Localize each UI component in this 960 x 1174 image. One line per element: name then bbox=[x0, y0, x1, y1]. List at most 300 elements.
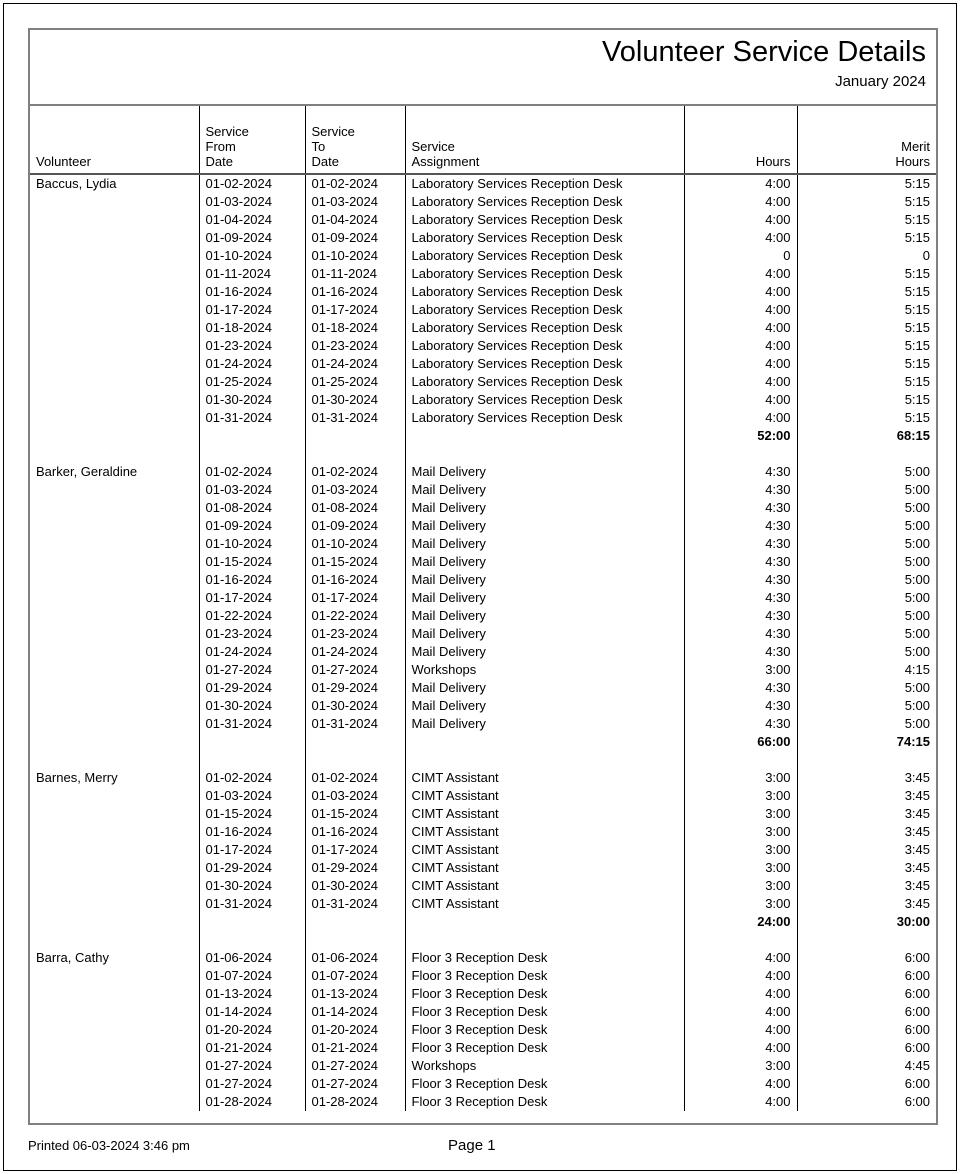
cell-service-from-date: 01-02-2024 bbox=[199, 174, 305, 193]
cell-service-assignment: Laboratory Services Reception Desk bbox=[405, 193, 684, 211]
cell-service-from-date: 01-10-2024 bbox=[199, 247, 305, 265]
cell-service-to-date: 01-22-2024 bbox=[305, 607, 405, 625]
report-header bbox=[30, 30, 936, 106]
cell-service-to-date: 01-23-2024 bbox=[305, 337, 405, 355]
cell-volunteer bbox=[30, 337, 199, 355]
cell-volunteer bbox=[30, 805, 199, 823]
header-from-line2: From bbox=[205, 139, 236, 154]
column-header-service-to-date bbox=[305, 106, 405, 174]
cell-spacer bbox=[305, 751, 405, 769]
cell-spacer bbox=[305, 931, 405, 949]
table-row bbox=[30, 1021, 936, 1039]
printed-timestamp: Printed 06-03-2024 3:46 pm bbox=[28, 1138, 190, 1153]
cell-service-to-date: 01-17-2024 bbox=[305, 589, 405, 607]
cell-service-from-date: 01-30-2024 bbox=[199, 877, 305, 895]
cell-service-assignment: Laboratory Services Reception Desk bbox=[405, 319, 684, 337]
cell-service-to-date: 01-16-2024 bbox=[305, 823, 405, 841]
cell-merit-hours: 5:15 bbox=[904, 410, 930, 425]
cell-volunteer bbox=[30, 643, 199, 661]
cell-service-to-date: 01-08-2024 bbox=[305, 499, 405, 517]
cell-volunteer bbox=[30, 715, 199, 733]
cell-service-from-date: 01-16-2024 bbox=[199, 823, 305, 841]
header-row bbox=[30, 106, 936, 174]
cell-service-to-date: 01-27-2024 bbox=[305, 661, 405, 679]
cell-service-assignment: Mail Delivery bbox=[405, 535, 684, 553]
table-row bbox=[30, 607, 936, 625]
cell-service-from-date: 01-27-2024 bbox=[199, 1075, 305, 1093]
cell-volunteer bbox=[30, 247, 199, 265]
cell-spacer bbox=[797, 445, 936, 463]
table-row bbox=[30, 463, 936, 481]
cell-volunteer bbox=[30, 1057, 199, 1075]
table-row bbox=[30, 1057, 936, 1075]
cell-service-to-date: 01-30-2024 bbox=[305, 391, 405, 409]
table-body bbox=[30, 174, 936, 1111]
cell-hours: 4:00 bbox=[684, 301, 797, 319]
cell-merit-hours: 0 bbox=[922, 248, 930, 263]
cell-merit-hours: 5:15 bbox=[904, 284, 930, 299]
cell-service-from-date: 01-03-2024 bbox=[199, 787, 305, 805]
cell-service-assignment: Mail Delivery bbox=[405, 589, 684, 607]
cell-total-spacer bbox=[405, 733, 684, 751]
table-row bbox=[30, 283, 936, 301]
cell-service-from-date: 01-15-2024 bbox=[199, 805, 305, 823]
group-total-row bbox=[30, 733, 936, 751]
service-details-table bbox=[30, 106, 936, 1111]
cell-total-spacer bbox=[305, 427, 405, 445]
cell-volunteer: Barker, Geraldine bbox=[30, 463, 199, 481]
cell-service-to-date: 01-17-2024 bbox=[305, 841, 405, 859]
cell-merit-hours: 5:00 bbox=[904, 572, 930, 587]
cell-hours: 3:00 bbox=[684, 661, 797, 679]
cell-service-from-date: 01-24-2024 bbox=[199, 643, 305, 661]
cell-service-assignment: Floor 3 Reception Desk bbox=[405, 1003, 684, 1021]
cell-service-assignment: Workshops bbox=[405, 661, 684, 679]
cell-service-assignment: Floor 3 Reception Desk bbox=[405, 967, 684, 985]
cell-service-from-date: 01-17-2024 bbox=[199, 301, 305, 319]
header-merit-line2: Merit bbox=[901, 139, 930, 154]
table-row bbox=[30, 1075, 936, 1093]
cell-service-from-date: 01-16-2024 bbox=[199, 571, 305, 589]
cell-hours: 3:00 bbox=[684, 1057, 797, 1075]
table-row bbox=[30, 229, 936, 247]
table-row bbox=[30, 697, 936, 715]
cell-total-merit-hours: 68:15 bbox=[896, 428, 930, 443]
cell-hours: 4:00 bbox=[684, 985, 797, 1003]
cell-service-to-date: 01-31-2024 bbox=[305, 895, 405, 913]
cell-volunteer bbox=[30, 841, 199, 859]
cell-total-hours: 52:00 bbox=[684, 427, 797, 445]
header-from-line3: Date bbox=[205, 154, 233, 169]
cell-volunteer bbox=[30, 1003, 199, 1021]
cell-hours: 4:00 bbox=[684, 337, 797, 355]
cell-service-to-date: 01-25-2024 bbox=[305, 373, 405, 391]
cell-merit-hours: 5:00 bbox=[904, 608, 930, 623]
cell-service-from-date: 01-11-2024 bbox=[199, 265, 305, 283]
cell-service-to-date: 01-15-2024 bbox=[305, 805, 405, 823]
table-row bbox=[30, 1039, 936, 1057]
cell-volunteer bbox=[30, 607, 199, 625]
cell-hours: 4:00 bbox=[684, 355, 797, 373]
cell-total-hours: 66:00 bbox=[684, 733, 797, 751]
cell-service-assignment: Laboratory Services Reception Desk bbox=[405, 301, 684, 319]
cell-service-from-date: 01-25-2024 bbox=[199, 373, 305, 391]
cell-service-from-date: 01-29-2024 bbox=[199, 679, 305, 697]
cell-hours: 4:00 bbox=[684, 174, 797, 193]
cell-service-to-date: 01-10-2024 bbox=[305, 535, 405, 553]
header-from-line1: Service bbox=[205, 124, 249, 139]
cell-service-assignment: Mail Delivery bbox=[405, 679, 684, 697]
cell-total-spacer bbox=[30, 913, 199, 931]
column-header-service-assignment bbox=[405, 106, 684, 174]
report-period: January 2024 bbox=[835, 73, 926, 90]
cell-merit-hours: 3:45 bbox=[904, 842, 930, 857]
cell-service-to-date: 01-31-2024 bbox=[305, 409, 405, 427]
cell-service-from-date: 01-06-2024 bbox=[199, 949, 305, 967]
table-row bbox=[30, 211, 936, 229]
cell-service-to-date: 01-06-2024 bbox=[305, 949, 405, 967]
cell-hours: 4:00 bbox=[684, 391, 797, 409]
cell-merit-hours: 6:00 bbox=[904, 1004, 930, 1019]
cell-hours: 4:00 bbox=[684, 1039, 797, 1057]
cell-service-from-date: 01-07-2024 bbox=[199, 967, 305, 985]
cell-service-from-date: 01-08-2024 bbox=[199, 499, 305, 517]
cell-volunteer: Barnes, Merry bbox=[30, 769, 199, 787]
cell-merit-hours: 3:45 bbox=[904, 860, 930, 875]
table-row bbox=[30, 265, 936, 283]
cell-service-assignment: Mail Delivery bbox=[405, 499, 684, 517]
cell-spacer bbox=[30, 751, 199, 769]
cell-service-from-date: 01-31-2024 bbox=[199, 409, 305, 427]
cell-total-spacer bbox=[305, 733, 405, 751]
cell-merit-hours: 5:00 bbox=[904, 554, 930, 569]
cell-volunteer bbox=[30, 391, 199, 409]
cell-service-assignment: Laboratory Services Reception Desk bbox=[405, 391, 684, 409]
cell-hours: 3:00 bbox=[684, 805, 797, 823]
cell-service-assignment: Laboratory Services Reception Desk bbox=[405, 174, 684, 193]
cell-merit-hours: 6:00 bbox=[904, 1040, 930, 1055]
table-row bbox=[30, 877, 936, 895]
header-assignment-line2: Service bbox=[411, 139, 455, 154]
cell-service-from-date: 01-29-2024 bbox=[199, 859, 305, 877]
cell-service-to-date: 01-07-2024 bbox=[305, 967, 405, 985]
page-title: Volunteer Service Details bbox=[602, 36, 926, 68]
cell-service-from-date: 01-23-2024 bbox=[199, 337, 305, 355]
cell-service-assignment: CIMT Assistant bbox=[405, 805, 684, 823]
cell-merit-hours: 5:00 bbox=[904, 536, 930, 551]
cell-service-from-date: 01-04-2024 bbox=[199, 211, 305, 229]
cell-merit-hours: 6:00 bbox=[904, 1076, 930, 1091]
cell-spacer bbox=[30, 445, 199, 463]
cell-total-merit-hours: 30:00 bbox=[896, 914, 930, 929]
cell-hours: 4:30 bbox=[684, 481, 797, 499]
header-to-line1: Service bbox=[311, 124, 355, 139]
cell-service-from-date: 01-20-2024 bbox=[199, 1021, 305, 1039]
cell-hours: 3:00 bbox=[684, 769, 797, 787]
group-separator bbox=[30, 931, 936, 949]
cell-service-to-date: 01-03-2024 bbox=[305, 481, 405, 499]
cell-hours: 4:00 bbox=[684, 1021, 797, 1039]
table-row bbox=[30, 805, 936, 823]
table-row bbox=[30, 355, 936, 373]
cell-hours: 4:00 bbox=[684, 193, 797, 211]
cell-merit-hours: 3:45 bbox=[904, 878, 930, 893]
cell-service-to-date: 01-28-2024 bbox=[305, 1093, 405, 1111]
group-total-row bbox=[30, 427, 936, 445]
cell-service-to-date: 01-24-2024 bbox=[305, 355, 405, 373]
cell-service-assignment: CIMT Assistant bbox=[405, 895, 684, 913]
cell-merit-hours: 4:15 bbox=[904, 662, 930, 677]
table-row bbox=[30, 895, 936, 913]
table-row bbox=[30, 247, 936, 265]
cell-service-from-date: 01-10-2024 bbox=[199, 535, 305, 553]
cell-merit-hours: 5:00 bbox=[904, 482, 930, 497]
header-merit-line3: Hours bbox=[895, 154, 930, 169]
cell-merit-hours: 5:00 bbox=[904, 500, 930, 515]
cell-hours: 4:30 bbox=[684, 571, 797, 589]
cell-service-assignment: Floor 3 Reception Desk bbox=[405, 1075, 684, 1093]
cell-merit-hours: 5:00 bbox=[904, 464, 930, 479]
header-volunteer-line3: Volunteer bbox=[36, 154, 91, 169]
table-row bbox=[30, 174, 936, 193]
cell-volunteer bbox=[30, 1021, 199, 1039]
cell-merit-hours: 3:45 bbox=[904, 806, 930, 821]
cell-service-assignment: Mail Delivery bbox=[405, 481, 684, 499]
cell-service-assignment: Laboratory Services Reception Desk bbox=[405, 283, 684, 301]
cell-merit-hours: 5:15 bbox=[904, 338, 930, 353]
cell-service-to-date: 01-21-2024 bbox=[305, 1039, 405, 1057]
cell-merit-hours: 3:45 bbox=[904, 896, 930, 911]
report-footer bbox=[28, 1138, 938, 1156]
cell-service-to-date: 01-16-2024 bbox=[305, 571, 405, 589]
cell-spacer bbox=[405, 751, 684, 769]
table-row bbox=[30, 967, 936, 985]
table-row bbox=[30, 679, 936, 697]
cell-total-spacer bbox=[30, 427, 199, 445]
cell-volunteer bbox=[30, 193, 199, 211]
cell-hours: 4:00 bbox=[684, 949, 797, 967]
cell-service-from-date: 01-09-2024 bbox=[199, 517, 305, 535]
cell-hours: 4:30 bbox=[684, 553, 797, 571]
cell-merit-hours: 3:45 bbox=[904, 788, 930, 803]
cell-hours: 4:30 bbox=[684, 499, 797, 517]
cell-service-assignment: Mail Delivery bbox=[405, 643, 684, 661]
table-row bbox=[30, 1093, 936, 1111]
cell-total-spacer bbox=[199, 733, 305, 751]
table-row bbox=[30, 319, 936, 337]
cell-service-to-date: 01-18-2024 bbox=[305, 319, 405, 337]
cell-merit-hours: 5:15 bbox=[904, 356, 930, 371]
cell-service-to-date: 01-14-2024 bbox=[305, 1003, 405, 1021]
cell-service-assignment: Laboratory Services Reception Desk bbox=[405, 337, 684, 355]
cell-service-assignment: Workshops bbox=[405, 1057, 684, 1075]
table-row bbox=[30, 661, 936, 679]
cell-spacer bbox=[684, 751, 797, 769]
cell-merit-hours: 5:00 bbox=[904, 518, 930, 533]
cell-service-assignment: Laboratory Services Reception Desk bbox=[405, 265, 684, 283]
cell-merit-hours: 5:00 bbox=[904, 626, 930, 641]
report-container bbox=[28, 28, 938, 1125]
cell-service-to-date: 01-31-2024 bbox=[305, 715, 405, 733]
table-row bbox=[30, 373, 936, 391]
cell-volunteer bbox=[30, 661, 199, 679]
cell-volunteer bbox=[30, 535, 199, 553]
cell-volunteer bbox=[30, 211, 199, 229]
cell-service-from-date: 01-03-2024 bbox=[199, 481, 305, 499]
cell-service-assignment: Mail Delivery bbox=[405, 697, 684, 715]
cell-total-merit-hours: 74:15 bbox=[896, 734, 930, 749]
cell-spacer bbox=[405, 931, 684, 949]
cell-service-to-date: 01-24-2024 bbox=[305, 643, 405, 661]
cell-service-to-date: 01-03-2024 bbox=[305, 193, 405, 211]
cell-merit-hours: 6:00 bbox=[904, 986, 930, 1001]
cell-service-assignment: Floor 3 Reception Desk bbox=[405, 1039, 684, 1057]
cell-hours: 3:00 bbox=[684, 877, 797, 895]
table-row bbox=[30, 301, 936, 319]
cell-volunteer bbox=[30, 409, 199, 427]
cell-hours: 4:00 bbox=[684, 373, 797, 391]
cell-merit-hours: 6:00 bbox=[904, 1022, 930, 1037]
cell-volunteer bbox=[30, 1039, 199, 1057]
cell-service-assignment: Laboratory Services Reception Desk bbox=[405, 247, 684, 265]
cell-volunteer bbox=[30, 301, 199, 319]
cell-merit-hours: 6:00 bbox=[904, 1094, 930, 1109]
cell-hours: 4:00 bbox=[684, 229, 797, 247]
cell-hours: 4:30 bbox=[684, 625, 797, 643]
cell-service-assignment: Mail Delivery bbox=[405, 553, 684, 571]
cell-spacer bbox=[199, 445, 305, 463]
cell-hours: 3:00 bbox=[684, 859, 797, 877]
cell-volunteer bbox=[30, 859, 199, 877]
table-row bbox=[30, 571, 936, 589]
cell-total-spacer bbox=[30, 733, 199, 751]
cell-hours: 0 bbox=[684, 247, 797, 265]
cell-service-assignment: Mail Delivery bbox=[405, 625, 684, 643]
cell-service-from-date: 01-31-2024 bbox=[199, 895, 305, 913]
cell-service-to-date: 01-23-2024 bbox=[305, 625, 405, 643]
cell-volunteer bbox=[30, 265, 199, 283]
cell-total-spacer bbox=[305, 913, 405, 931]
cell-service-assignment: CIMT Assistant bbox=[405, 859, 684, 877]
group-separator bbox=[30, 445, 936, 463]
cell-volunteer: Barra, Cathy bbox=[30, 949, 199, 967]
cell-volunteer bbox=[30, 697, 199, 715]
cell-hours: 4:00 bbox=[684, 211, 797, 229]
cell-service-to-date: 01-04-2024 bbox=[305, 211, 405, 229]
cell-hours: 4:30 bbox=[684, 535, 797, 553]
cell-volunteer bbox=[30, 229, 199, 247]
cell-service-to-date: 01-02-2024 bbox=[305, 174, 405, 193]
cell-service-assignment: Mail Delivery bbox=[405, 715, 684, 733]
cell-merit-hours: 4:45 bbox=[904, 1058, 930, 1073]
cell-volunteer bbox=[30, 1093, 199, 1111]
cell-service-from-date: 01-03-2024 bbox=[199, 193, 305, 211]
cell-service-to-date: 01-11-2024 bbox=[305, 265, 405, 283]
cell-service-to-date: 01-09-2024 bbox=[305, 517, 405, 535]
table-row bbox=[30, 985, 936, 1003]
cell-volunteer bbox=[30, 679, 199, 697]
cell-total-spacer bbox=[405, 427, 684, 445]
cell-merit-hours: 5:15 bbox=[904, 212, 930, 227]
column-header-merit-hours bbox=[797, 106, 936, 174]
table-row bbox=[30, 499, 936, 517]
cell-service-to-date: 01-17-2024 bbox=[305, 301, 405, 319]
cell-service-assignment: Laboratory Services Reception Desk bbox=[405, 211, 684, 229]
cell-service-to-date: 01-30-2024 bbox=[305, 877, 405, 895]
table-row bbox=[30, 787, 936, 805]
cell-spacer bbox=[199, 931, 305, 949]
cell-service-to-date: 01-30-2024 bbox=[305, 697, 405, 715]
cell-service-from-date: 01-15-2024 bbox=[199, 553, 305, 571]
cell-volunteer bbox=[30, 571, 199, 589]
cell-volunteer bbox=[30, 877, 199, 895]
table-row bbox=[30, 481, 936, 499]
cell-service-assignment: Mail Delivery bbox=[405, 517, 684, 535]
cell-service-from-date: 01-13-2024 bbox=[199, 985, 305, 1003]
cell-service-from-date: 01-02-2024 bbox=[199, 769, 305, 787]
cell-hours: 4:00 bbox=[684, 967, 797, 985]
cell-service-to-date: 01-02-2024 bbox=[305, 769, 405, 787]
cell-service-from-date: 01-23-2024 bbox=[199, 625, 305, 643]
cell-spacer bbox=[684, 931, 797, 949]
cell-service-to-date: 01-03-2024 bbox=[305, 787, 405, 805]
table-row bbox=[30, 769, 936, 787]
cell-service-from-date: 01-31-2024 bbox=[199, 715, 305, 733]
cell-service-to-date: 01-27-2024 bbox=[305, 1075, 405, 1093]
cell-merit-hours: 5:15 bbox=[904, 176, 930, 191]
cell-merit-hours: 5:15 bbox=[904, 320, 930, 335]
cell-service-from-date: 01-17-2024 bbox=[199, 841, 305, 859]
cell-service-assignment: Mail Delivery bbox=[405, 571, 684, 589]
cell-volunteer bbox=[30, 625, 199, 643]
cell-hours: 3:00 bbox=[684, 895, 797, 913]
cell-service-assignment: Mail Delivery bbox=[405, 463, 684, 481]
cell-service-from-date: 01-16-2024 bbox=[199, 283, 305, 301]
cell-volunteer bbox=[30, 319, 199, 337]
cell-merit-hours: 5:15 bbox=[904, 302, 930, 317]
cell-hours: 4:00 bbox=[684, 1075, 797, 1093]
table-row bbox=[30, 625, 936, 643]
cell-service-assignment: Mail Delivery bbox=[405, 607, 684, 625]
cell-hours: 4:00 bbox=[684, 1003, 797, 1021]
cell-merit-hours: 5:15 bbox=[904, 374, 930, 389]
table-row bbox=[30, 949, 936, 967]
header-to-line3: Date bbox=[311, 154, 339, 169]
cell-hours: 4:30 bbox=[684, 607, 797, 625]
cell-hours: 4:30 bbox=[684, 643, 797, 661]
cell-hours: 4:00 bbox=[684, 319, 797, 337]
cell-hours: 4:30 bbox=[684, 715, 797, 733]
cell-service-to-date: 01-16-2024 bbox=[305, 283, 405, 301]
table-row bbox=[30, 589, 936, 607]
header-assignment-line3: Assignment bbox=[411, 154, 480, 169]
cell-service-from-date: 01-30-2024 bbox=[199, 391, 305, 409]
cell-service-assignment: CIMT Assistant bbox=[405, 787, 684, 805]
table-row bbox=[30, 643, 936, 661]
cell-merit-hours: 5:00 bbox=[904, 698, 930, 713]
cell-volunteer bbox=[30, 787, 199, 805]
cell-volunteer bbox=[30, 355, 199, 373]
header-hours-line3: Hours bbox=[755, 154, 791, 169]
cell-merit-hours: 6:00 bbox=[904, 950, 930, 965]
cell-hours: 3:00 bbox=[684, 841, 797, 859]
table-header bbox=[30, 106, 936, 174]
column-header-volunteer bbox=[30, 106, 199, 174]
cell-service-to-date: 01-15-2024 bbox=[305, 553, 405, 571]
cell-service-from-date: 01-27-2024 bbox=[199, 1057, 305, 1075]
cell-service-from-date: 01-30-2024 bbox=[199, 697, 305, 715]
cell-hours: 4:30 bbox=[684, 517, 797, 535]
